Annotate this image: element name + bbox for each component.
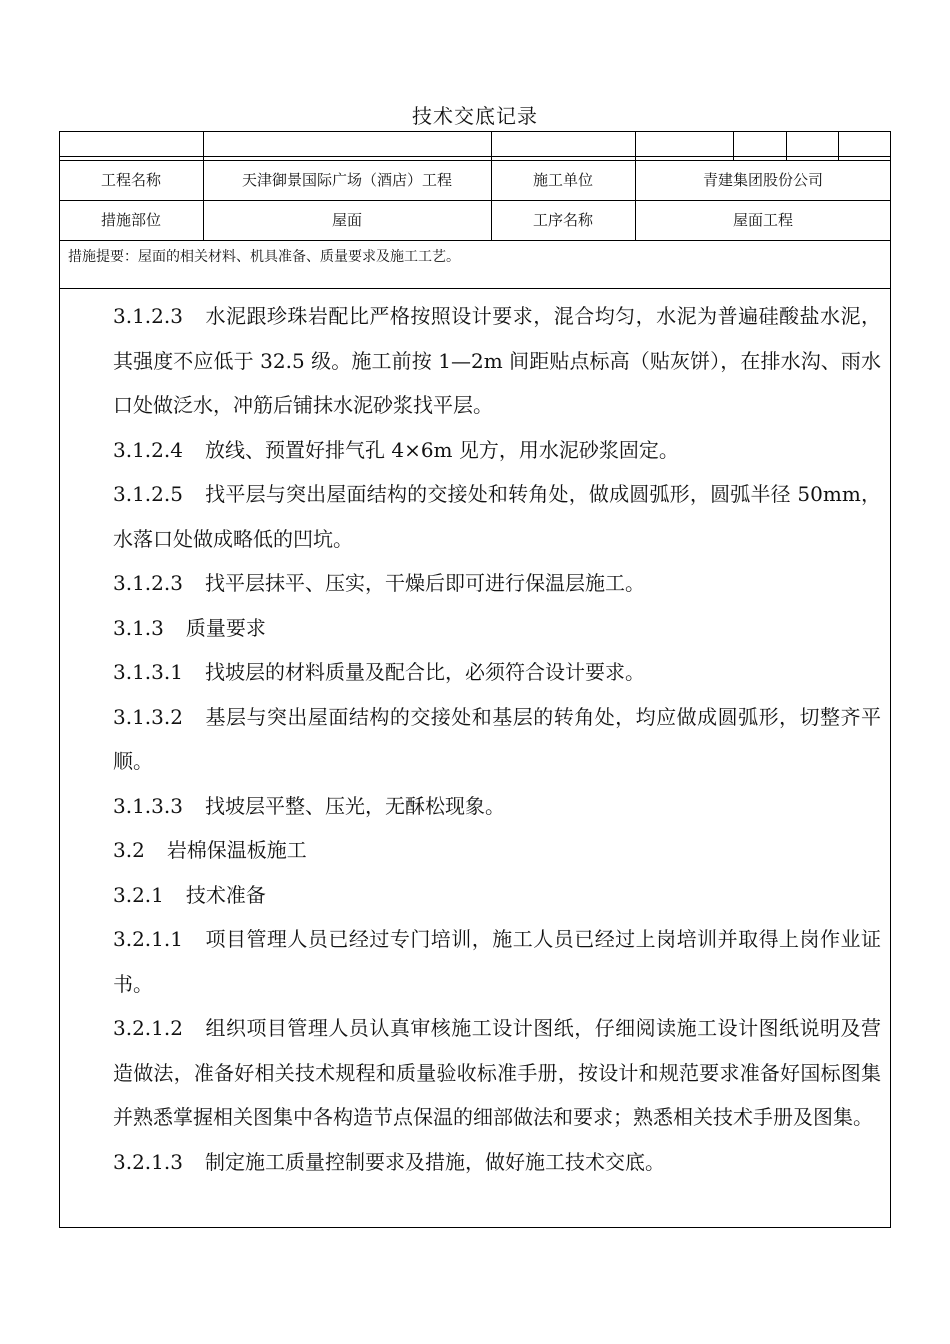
clause-paragraph (113, 1006, 881, 1140)
column-divider (786, 131, 787, 160)
clause-text: 水泥跟珍珠岩配比严格按照设计要求，混合均匀，水泥为普遍硅酸盐水泥，其强度不应低于 32.5 级。施工前按 1—2m 间距贴点标高（贴灰饼），在排水沟、雨水口处做泛水，冲筋后铺抹水泥砂浆找平层。 (113, 304, 881, 417)
section-heading (113, 828, 881, 873)
clause-number: 3.1.3 (113, 615, 164, 640)
document-body (113, 294, 881, 1184)
clause-paragraph (113, 472, 881, 561)
clause-number: 3.2.1.1 (113, 927, 183, 951)
section-heading (113, 873, 881, 918)
clause-text: 质量要求 (185, 615, 266, 640)
clause-paragraph (113, 917, 881, 1006)
clause-text: 找平层与突出屋面结构的交接处和转角处，做成圆弧形，圆弧半径 50mm，水落口处做成略低的凹坑。 (113, 482, 881, 551)
clause-number: 3.1.3.1 (113, 660, 183, 684)
clause-paragraph (113, 650, 881, 695)
clause-text: 项目管理人员已经过专门培训，施工人员已经过上岗培训并取得上岗作业证书。 (113, 927, 881, 996)
clause-number: 3.1.2.4 (113, 437, 183, 462)
measure-summary: 措施提要：屋面的相关材料、机具准备、质量要求及施工工艺。 (68, 249, 460, 265)
document-title: 技术交底记录 (412, 104, 538, 128)
clause-paragraph (113, 784, 881, 829)
location-value: 屋面 (331, 211, 362, 229)
clause-number: 3.2.1.2 (113, 1016, 183, 1040)
clause-paragraph (113, 695, 881, 784)
process-name-value: 屋面工程 (732, 211, 793, 229)
row-divider (59, 240, 891, 241)
project-name-label: 工程名称 (100, 171, 161, 189)
clause-number: 3.1.2.5 (113, 482, 183, 506)
clause-number: 3.2.1.3 (113, 1149, 183, 1174)
column-divider (733, 131, 734, 160)
clause-text: 找坡层的材料质量及配合比，必须符合设计要求。 (204, 660, 645, 684)
section-heading (113, 606, 881, 651)
clause-number: 3.1.2.3 (113, 571, 183, 595)
row-divider (59, 288, 891, 289)
clause-paragraph (113, 561, 881, 606)
clause-text: 技术准备 (185, 882, 266, 907)
clause-text: 岩棉保温板施工 (166, 838, 307, 862)
clause-paragraph (113, 428, 881, 473)
clause-text: 放线、预置好排气孔 4×6m 见方，用水泥砂浆固定。 (204, 437, 679, 462)
clause-paragraph (113, 1140, 881, 1185)
clause-text: 组织项目管理人员认真审核施工设计图纸，仔细阅读施工设计图纸说明及营造做法，准备好相关技术规程和质量验收标准手册，按设计和规范要求准备好国标图集并熟悉掌握相关图集中各构造节点保温的细部做法和要求；熟悉相关技术手册及图集。 (113, 1016, 881, 1129)
clause-number: 3.2.1 (113, 882, 164, 907)
contractor-label: 施工单位 (532, 171, 593, 189)
project-name-value: 天津御景国际广场（酒店）工程 (241, 171, 452, 189)
clause-text: 制定施工质量控制要求及措施，做好施工技术交底。 (204, 1149, 665, 1174)
clause-number: 3.1.2.3 (113, 304, 183, 328)
clause-number: 3.2 (113, 838, 145, 862)
column-divider (838, 131, 839, 160)
clause-number: 3.1.3.3 (113, 793, 183, 818)
clause-text: 找平层抹平、压实，干燥后即可进行保温层施工。 (204, 571, 645, 595)
clause-number: 3.1.3.2 (113, 704, 183, 729)
process-name-label: 工序名称 (532, 211, 593, 229)
clause-text: 找坡层平整、压光，无酥松现象。 (204, 793, 505, 818)
row-divider (59, 156, 891, 157)
clause-paragraph (113, 294, 881, 428)
contractor-value: 青建集团股份公司 (702, 171, 823, 189)
clause-text: 基层与突出屋面结构的交接处和基层的转角处，均应做成圆弧形，切整齐平顺。 (113, 704, 881, 773)
location-label: 措施部位 (100, 211, 161, 229)
